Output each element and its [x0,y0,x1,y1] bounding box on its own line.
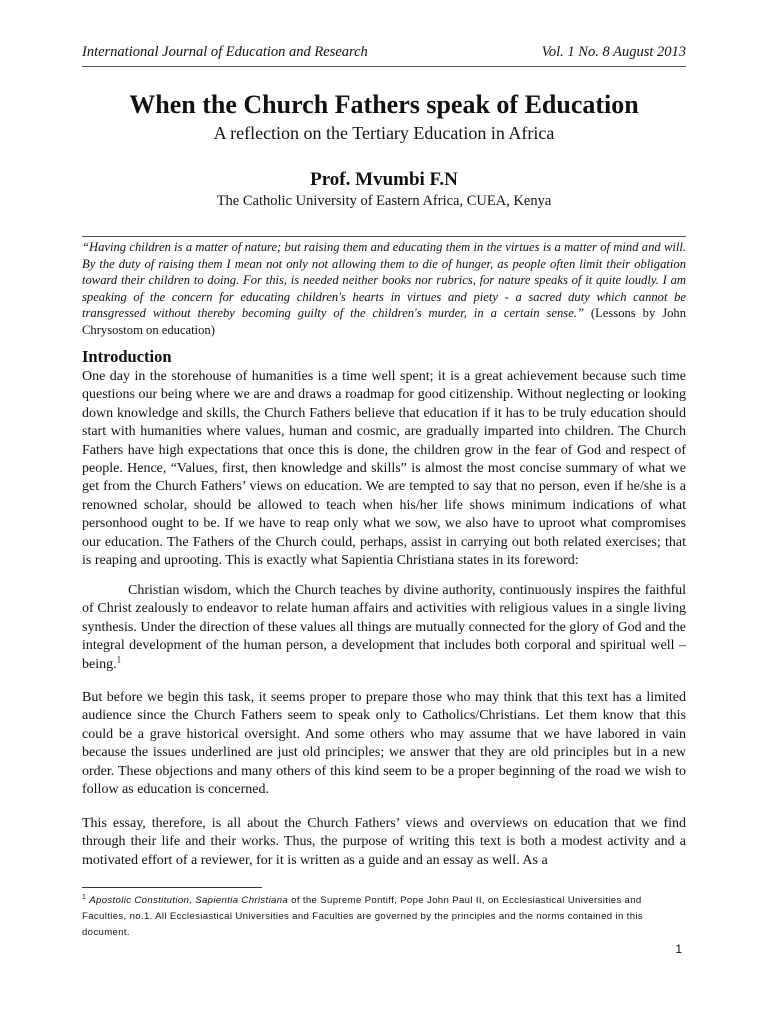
footnote-italic: Apostolic Constitution, Sapientia Christiana [89,895,289,906]
block-quote-text [82,582,686,674]
page-number: 1 [675,942,682,956]
footnote-text: of the Supreme Pontiff, Pope John Paul II, on Ecclesiastical Universities and Faculties, no.1. All Ecclesiastical Universities and Faculties are governed by the principles and the norms contained in this document. [82,895,644,939]
epigraph-text: “Having children is a matter of nature; but raising them and educating them in the virtues is a matter of mind and will. By the duty of raising them I mean not only not allowing them to die of hunger, as people often limit their obligation toward their children to doing. For this, is needed neither books nor rubrics, for nature speaks of it quite loudly. I am speaking of the concern for educating children's hearts in virtues and piety - a sacred duty which cannot be transgressed without thereby becoming guilty of the children's murder, in a certain sense.” [82,240,686,321]
intro-paragraph-1 [82,368,686,570]
paper-title: When the Church Fathers speak of Education [129,90,639,119]
footnote-mark: 1 [82,893,87,901]
intro-paragraph-3 [82,815,686,870]
journal-name: International Journal of Education and Research [82,44,368,60]
section-heading: Introduction [82,347,172,366]
author-affiliation: The Catholic University of Eastern Africa, CUEA, Kenya [216,193,552,209]
footnote [82,893,686,942]
intro-paragraph-2 [82,689,686,799]
block-quote-rest: the faithful of Christ zealously to endeavor to relate human affairs and activities with religious values in a single living synthesis. Under the direction of these values all things are mutually connected for the glory of God and the integral development of the human person, a development that includes both corporal and spiritual well – being. [82,583,687,672]
paper-subtitle: A reflection on the Tertiary Education in Africa [213,123,555,143]
volume-info: Vol. 1 No. 8 August 2013 [541,44,686,60]
footnote-divider [82,887,262,888]
author-name: Prof. Mvumbi F.N [310,169,458,190]
paragraph-text: This essay, therefore, is all about the Church Fathers’ views and overviews on education that we find through their life and their works. Thus, the purpose of writing this text is both a modest activity and a motivated effort of a reviewer, for it is written as a guide and an essay as well. As a [82,816,686,868]
paragraph-text: One day in the storehouse of humanities is a time well spent; it is a great achievement because such time questions our being where we are and draws a roadmap for good citizenship. Without neglecting or looking down knowledge and skills, the Church Fathers believe that education if it has to be truly education should start with humanities where values, human and cosmic, are gradually imparted into children. The Church Fathers have high expectations that once this is done, the children grow in the fear of God and respect of people. Hence, “Values, first, then knowledge and skills” is almost the most concise summary of what we get from the Church Fathers’ views on education. We are tempted to say that no person, even if he/she is a renowned scholar, should be allowed to teach when his/her life shows minimum indications of what personhood ought to be. If we have to reap only what we sow, we also have to uproot what compromises our education. The Fathers of the Church could, perhaps, assist in carrying out both related exercises; that is reaping and uprooting. This is exactly what Sapientia Christiana states in its foreword: [82,369,686,569]
epigraph-source: (Lessons by John Chrysostom on education) [82,306,686,337]
footnote-reference[interactable]: 1 [116,653,122,664]
block-quote [82,582,686,674]
block-quote-first-line: Christian wisdom, which the Church teaches by divine authority, continuously inspires [128,583,620,598]
epigraph [82,236,686,339]
paragraph-text: But before we begin this task, it seems proper to prepare those who may think that this text has a limited audience since the Church Fathers seem to speak only to Catholics/Christians. Let them know that this could be a grave historical oversight. And some others who may assume that we have labored in vain because the issues underlined are just old principles; we answer that they are old principles but in a new order. These objections and many others of this kind seem to be a proper beginning of the road we wish to follow as education is concerned. [82,690,686,798]
running-header [82,44,686,67]
